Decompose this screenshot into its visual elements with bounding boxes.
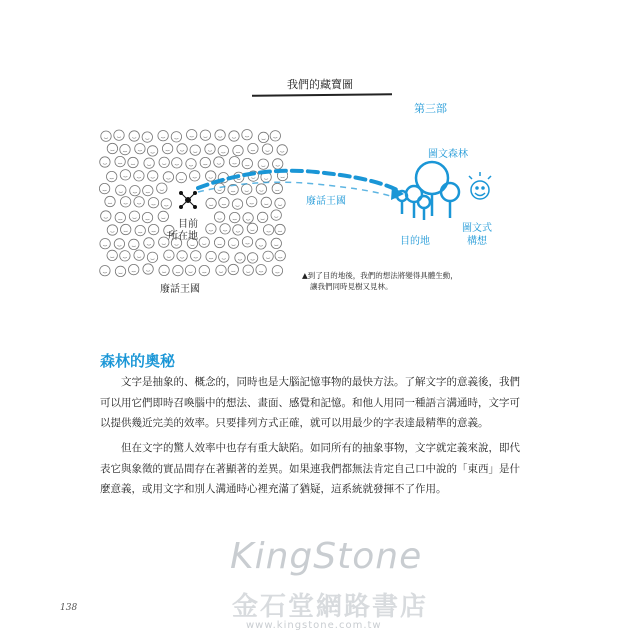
crowd-head — [120, 144, 130, 154]
current-location-label — [168, 219, 198, 243]
crowd-head — [157, 183, 167, 193]
crowd-head — [120, 197, 130, 207]
crowd-head — [242, 237, 252, 247]
crowd-head — [185, 265, 195, 275]
crowd-head — [142, 132, 152, 142]
crowd-head — [206, 224, 216, 234]
you-are-here-icon — [178, 190, 198, 210]
crowd-head — [275, 251, 285, 261]
caption-line2: 讓我們同時見樹又見林。 — [310, 282, 393, 291]
idea-label-line1: 圖文式 — [462, 223, 492, 234]
crowd-head — [248, 143, 258, 153]
crowd-head — [158, 131, 168, 141]
crowd-head — [206, 251, 216, 261]
crowd-head — [101, 131, 111, 141]
crowd-head — [177, 144, 187, 154]
crowd-head — [107, 143, 117, 153]
crowd-head — [129, 131, 139, 141]
crowd-head — [228, 238, 238, 248]
figure-title-underline — [252, 93, 392, 96]
idea-label — [456, 222, 498, 248]
crowd-head — [129, 239, 139, 249]
crowd-head — [205, 144, 215, 154]
crowd-head — [121, 224, 131, 234]
crowd-head — [214, 237, 224, 247]
crowd-head — [272, 266, 282, 276]
crowd-head — [270, 131, 280, 141]
crowd-head — [101, 211, 111, 221]
crowd-head — [115, 156, 125, 166]
crowd-head — [200, 130, 210, 140]
crowd-head — [100, 266, 110, 276]
crowd-head — [116, 185, 126, 195]
crowd-head — [262, 144, 272, 154]
crowd-head — [142, 212, 152, 222]
watermark-url: www.kingstone.com.tw — [246, 620, 382, 631]
crowd-head — [219, 252, 229, 262]
part-label: 第三部 — [414, 102, 447, 115]
crowd-head — [159, 265, 169, 275]
crowd-head — [164, 250, 174, 260]
watermark-store-name: 金石堂網路書店 — [232, 592, 429, 622]
crowd-head — [148, 198, 158, 208]
crowd-head — [114, 130, 124, 140]
crowd-head — [129, 264, 139, 274]
crowd-head — [134, 171, 144, 181]
page-number: 138 — [60, 603, 78, 613]
idea-label-line2: 構想 — [467, 236, 487, 247]
crowd-head — [220, 224, 230, 234]
crowd-head — [172, 158, 182, 168]
crowd-head — [199, 265, 209, 275]
crowd-head — [115, 266, 125, 276]
crowd-head — [143, 264, 153, 274]
crowd-head — [115, 212, 125, 222]
crowd-head — [162, 143, 172, 153]
crowd-head — [176, 172, 186, 182]
crowd-head — [235, 253, 245, 263]
crowd-head — [100, 157, 110, 167]
crowd-head — [120, 251, 130, 261]
crowd-head — [187, 130, 197, 140]
crowd-head — [129, 211, 139, 221]
current-location-line2: 所在地 — [168, 231, 198, 242]
crowd-head — [258, 132, 268, 142]
crowd-head — [107, 250, 117, 260]
crowd-head — [120, 170, 130, 180]
crowd-head — [199, 237, 209, 247]
crowd-head — [256, 239, 266, 249]
crowd-head — [147, 252, 157, 262]
section-heading: 森林的奧秘 — [100, 352, 176, 370]
crowd-head — [229, 131, 239, 141]
body-paragraph: 文字是抽象的、概念的，同時也是大腦記憶事物的最快方法。了解文字的意義後，我們可以用它們即時召喚腦中的想法、畫面、感覺和記憶。和他人用同一種語言溝通時，文字可以提供幾近完美的效率。只要排列方式正確，就可以用最少的字表達最精準的意義。 — [100, 376, 520, 429]
figure-title: 我們的藏寶圖 — [287, 78, 353, 91]
arrow-label: 廢話王國 — [306, 196, 346, 207]
crowd-head — [163, 172, 173, 182]
crowd-head — [114, 239, 124, 249]
crowd-head — [107, 171, 117, 181]
crowd-head — [215, 130, 225, 140]
crowd-head — [135, 144, 145, 154]
crowd-head — [177, 251, 187, 261]
crowd-head — [275, 224, 285, 234]
crowd-head — [263, 251, 273, 261]
crowd-head — [99, 183, 109, 193]
crowd-head — [134, 250, 144, 260]
watermark-logo: KingStone — [230, 536, 423, 577]
crowd-head — [107, 225, 117, 235]
crowd-head — [256, 265, 266, 275]
crowd-head — [128, 157, 138, 167]
crowd-head — [263, 225, 273, 235]
crowd-head — [134, 197, 144, 207]
crowd-head — [243, 265, 253, 275]
crowd-head — [148, 171, 158, 181]
crowd-head — [277, 145, 287, 155]
crowd-head — [148, 224, 158, 234]
crowd-head — [135, 225, 145, 235]
forest-label: 圖文森林 — [428, 149, 468, 160]
crowd-head — [233, 145, 243, 155]
crowd-head — [173, 265, 183, 275]
crowd-head — [147, 146, 157, 156]
crowd-head — [228, 264, 238, 274]
crowd-head — [158, 211, 168, 221]
crowd-head — [144, 158, 154, 168]
crowd-head — [161, 199, 171, 209]
crowd-head — [191, 251, 201, 261]
path-arrow — [196, 158, 406, 222]
crowd-head — [143, 185, 153, 195]
crowd-head — [218, 146, 228, 156]
crowd-head — [171, 132, 181, 142]
figure-caption — [302, 270, 522, 292]
destination-label: 目的地 — [400, 236, 430, 247]
current-location-line1: 目前 — [178, 219, 198, 230]
crowd-label: 廢話王國 — [160, 284, 200, 295]
crowd-head — [190, 145, 200, 155]
crowd-head — [100, 239, 110, 249]
body-paragraph: 但在文字的驚人效率中也存有重大缺陷。如同所有的抽象事物，文字就定義來說，即代表它與象徵的實品間存在著顯著的差異。如果連我們都無法肯定自己口中說的「東西」是什麼意義，或用文字和別人溝通時心裡充滿了猶疑，這系統就發揮不了作用。 — [100, 442, 520, 495]
crowd-head — [247, 253, 257, 263]
crowd-head — [186, 159, 196, 169]
caption-line1: ▲到了目的地後，我們的想法將變得具體生動， — [302, 271, 458, 280]
crowd-head — [216, 265, 226, 275]
crowd-head — [159, 157, 169, 167]
crowd-head — [130, 186, 140, 196]
crowd-head — [271, 238, 281, 248]
crowd-head — [242, 130, 252, 140]
crowd-head — [233, 225, 243, 235]
crowd-head — [105, 196, 115, 206]
crowd-head — [247, 223, 257, 233]
crowd-head — [144, 238, 154, 248]
